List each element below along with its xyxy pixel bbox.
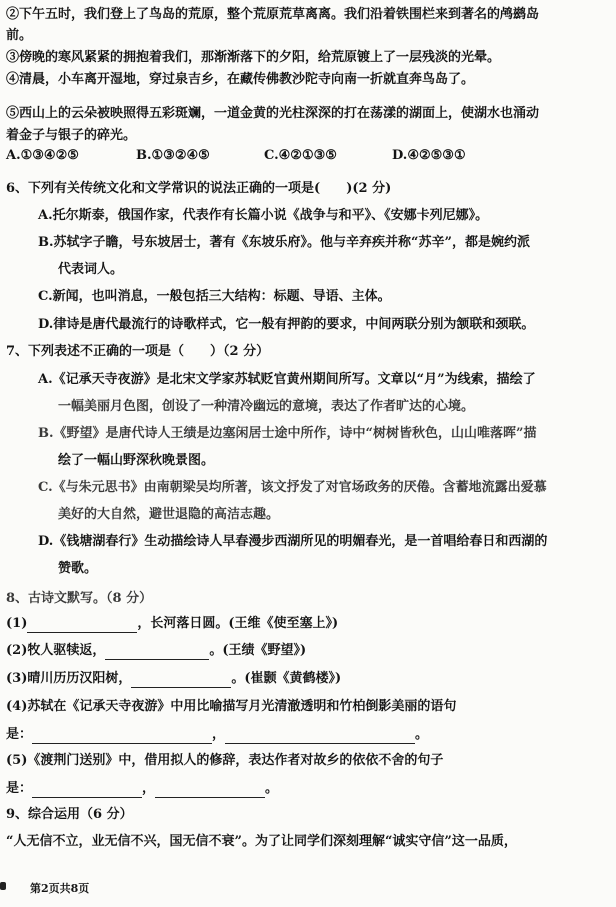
q8-item-4-comma: ， [212,727,226,742]
q8-item-1-blank[interactable] [27,618,137,633]
page-edge-mark [0,882,6,890]
question-6-option-d: D.律诗是唐代最流行的诗歌样式，它一般有押韵的要求，中间两联分别为颔联和颈联。 [38,317,535,332]
question-7-option-a-line-2: 一幅美丽月色图，创设了一种清冷幽远的意境，表达了作者旷达的心境。 [58,399,475,414]
q8-item-3-text: 晴川历历汉阳树， [27,671,132,686]
question-6-stem: 6、下列有关传统文化和文学常识的说法正确的一项是( )(2 分) [6,181,392,196]
q8-item-1-text: ，长河落日圆。(王维《使至塞上》) [137,616,339,631]
q8-item-5-period: 。 [265,781,279,796]
question-9-stem: 9、综合运用（6 分） [6,807,133,822]
question-6-option-b-line-1: B.苏轼字子瞻，号东坡居士，著有《东坡乐府》。他与辛弃疾并称“苏辛”，都是婉约派 [38,235,530,250]
q8-item-4-line-1: (4)苏轼在《记承天寺夜游》中用比喻描写月光清澈透明和竹柏倒影美丽的语句 [6,699,457,714]
question-7-stem: 7、下列表述不正确的一项是（ ）（2 分） [6,344,270,359]
q8-item-2-text: 牧人驱犊返， [27,643,106,658]
question-9-text: “人无信不立，业无信不兴，国无信不衰”。为了让同学们深刻理解“诚实守信”这一品质， [6,834,517,849]
question-6-option-b-line-2: 代表词人。 [58,262,124,277]
question-6-option-a: A.托尔斯泰，俄国作家，代表作有长篇小说《战争与和平》、《安娜卡列尼娜》。 [38,208,489,223]
question-6-option-c: C.新闻，也叫消息，一般包括三大结构：标题、导语、主体。 [38,289,391,304]
option-d[interactable]: D.④②⑤③① [392,148,466,163]
q8-item-5-line-1: (5)《渡荆门送别》中，借用拟人的修辞，表达作者对故乡的依依不舍的句子 [6,753,444,768]
page-number: 第2页共8页 [30,882,90,895]
paragraph-5-line-2: 着金子与银子的碎光。 [6,128,137,143]
q8-item-4-answer-line [6,726,428,744]
q8-item-5-blank-1[interactable] [32,783,142,798]
question-7-option-a-line-1: A.《记承天寺夜游》是北宋文学家苏轼贬官黄州期间所写。文章以“月”为线索，描绘了 [38,372,536,387]
question-7-option-c-line-2: 美好的大自然，避世退隐的高洁志趣。 [58,507,280,522]
question-7-option-d-line-1: D.《钱塘湖春行》生动描绘诗人早春漫步西湖所见的明媚春光，是一首唱给春日和西湖的 [38,534,548,549]
q8-item-5-blank-2[interactable] [155,783,265,798]
paragraph-3: ③傍晚的寒风紧紧的拥抱着我们，那渐渐落下的夕阳，给荒原镀上了一层残淡的光晕。 [6,50,501,65]
option-b[interactable]: B.①③②④⑤ [136,148,210,163]
q8-item-4-blank-1[interactable] [32,729,212,744]
q8-item-3-source: 。(崔颢《黄鹤楼》) [231,671,342,686]
q8-item-1 [6,615,338,633]
q8-item-5-prefix: 是： [6,781,33,796]
q8-item-1-number: (1) [6,616,28,631]
q8-item-2-source: 。(王绩《野望》) [209,643,307,658]
question-7-option-c-line-1: C.《与朱元思书》由南朝梁吴均所著，该文抒发了对官场政务的厌倦。含蓄地流露出爱慕 [38,480,547,495]
q8-item-4-blank-2[interactable] [225,729,415,744]
paragraph-2-line-1: ②下午五时，我们登上了鸟岛的荒原，整个荒原荒草离离。我们沿着铁围栏来到著名的鸬鹚岛 [6,7,540,22]
paragraph-5-line-1: ⑤西山上的云朵被映照得五彩斑斓，一道金黄的光柱深深的打在荡漾的湖面上，使湖水也涌动 [6,106,540,121]
q8-item-3-blank[interactable] [131,673,231,688]
q8-item-2-blank[interactable] [105,645,209,660]
q8-item-5-answer-line [6,780,278,798]
question-8-stem: 8、古诗文默写。（8 分） [6,591,153,606]
q8-item-4-prefix: 是： [6,727,33,742]
paragraph-2-line-2: 前。 [6,28,33,43]
q8-item-3-number: (3) [6,671,28,686]
q8-item-2-number: (2) [6,643,28,658]
q8-item-2 [6,642,306,660]
q8-item-3 [6,670,341,688]
option-c[interactable]: C.④②①③⑤ [264,148,337,163]
option-a[interactable]: A.①③④②⑤ [6,148,79,163]
question-7-option-b-line-2: 绘了一幅山野深秋晚景图。 [58,453,215,468]
question-7-option-d-line-2: 赞歌。 [58,561,98,576]
paragraph-4: ④清晨，小车离开湿地，穿过泉吉乡，在藏传佛教沙陀寺向南一折就直奔鸟岛了。 [6,72,475,87]
q8-item-4-period: 。 [415,727,429,742]
q8-item-5-comma: ， [142,781,156,796]
question-7-option-b-line-1: B.《野望》是唐代诗人王绩是边塞闲居士途中所作，诗中“树树皆秋色，山山唯落晖”描 [38,426,537,441]
